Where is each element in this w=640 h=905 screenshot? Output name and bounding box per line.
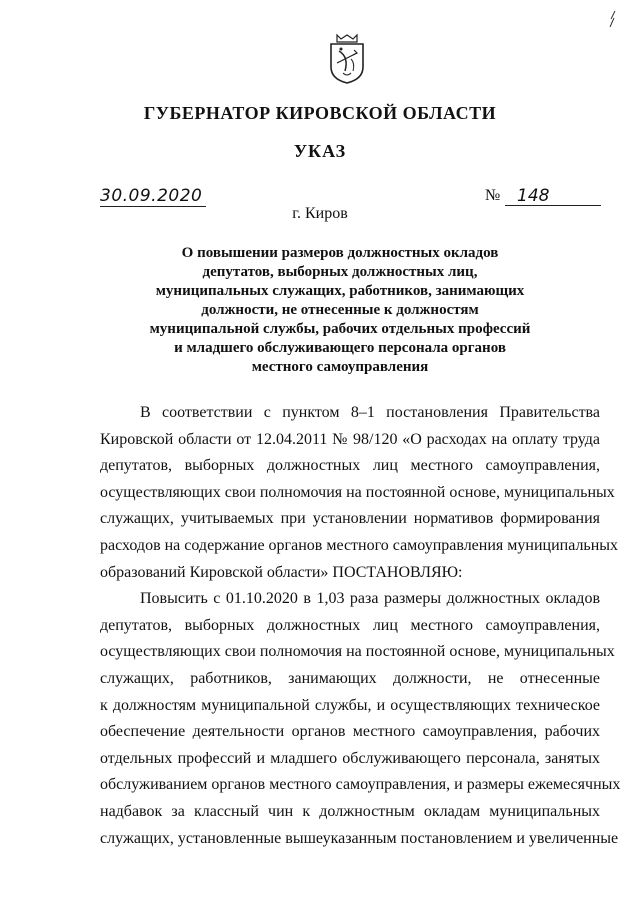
text-line: обеспечение деятельности органов местного самоуправления, рабочих (100, 723, 600, 741)
handwritten-mark (608, 10, 618, 28)
text-line: образований Кировской области» ПОСТАНОВЛЯЮ: (100, 563, 463, 581)
text-line: к должностям муниципальной службы, и осуществляющих техническое (100, 696, 600, 714)
title-line: должности, не отнесенные к должностям (201, 302, 479, 318)
text-line: расходов на содержание органов местного самоуправления муниципальных (100, 536, 619, 554)
text-line: Повысить с 01.10.2020 в 1,03 раза размеры должностных окладов (140, 590, 600, 608)
title-line: и младшего обслуживающего персонала органов (174, 340, 506, 356)
document-title (120, 244, 560, 377)
text-line: служащих, учитываемых при установлении нормативов формирования (100, 510, 600, 528)
city: г. Киров (292, 205, 348, 222)
text-line: служащих, работников, занимающих должности, не отнесенные (100, 669, 600, 687)
document-type: УКАЗ (293, 141, 347, 161)
text-line: депутатов, выборных должностных лиц местного самоуправления, (100, 616, 600, 634)
paragraph-preamble (100, 400, 619, 586)
text-line: служащих, установленные вышеуказанным постановлением и увеличенные (100, 829, 619, 847)
coat-of-arms-emblem (325, 33, 369, 85)
title-line: О повышении размеров должностных окладов (181, 245, 499, 261)
text-line: обслуживанием органов местного самоуправления, и размеры ежемесячных (100, 776, 621, 794)
text-line: Кировской области от 12.04.2011 № 98/120 «О расходах на оплату труда (100, 430, 600, 448)
text-line: депутатов, выборных должностных лиц местного самоуправления, (100, 457, 600, 475)
title-line: муниципальной службы, рабочих отдельных профессий (149, 321, 531, 337)
text-line: В соответствии с пунктом 8–1 постановления Правительства (140, 404, 600, 421)
issuing-authority: ГУБЕРНАТОР КИРОВСКОЙ ОБЛАСТИ (143, 103, 497, 123)
text-line: осуществляющих свои полномочия на постоянной основе, муниципальных (100, 643, 615, 661)
title-line: местного самоуправления (251, 359, 429, 375)
document-date: 30.09.2020 (100, 186, 206, 207)
document-number: 148 (505, 186, 601, 206)
text-line: отдельных профессий и младшего обслуживающего персонала, занятых (100, 749, 600, 767)
title-line: муниципальных служащих, работников, занимающих (155, 283, 525, 299)
text-line: осуществляющих свои полномочия на постоянной основе, муниципальных (100, 483, 615, 501)
number-label: № (485, 187, 501, 204)
text-line: надбавок за классный чин к должностным окладам муниципальных (100, 802, 600, 820)
title-line: депутатов, выборных должностных лиц, (202, 264, 478, 280)
document-body (100, 400, 621, 852)
paragraph-decision (100, 586, 621, 852)
